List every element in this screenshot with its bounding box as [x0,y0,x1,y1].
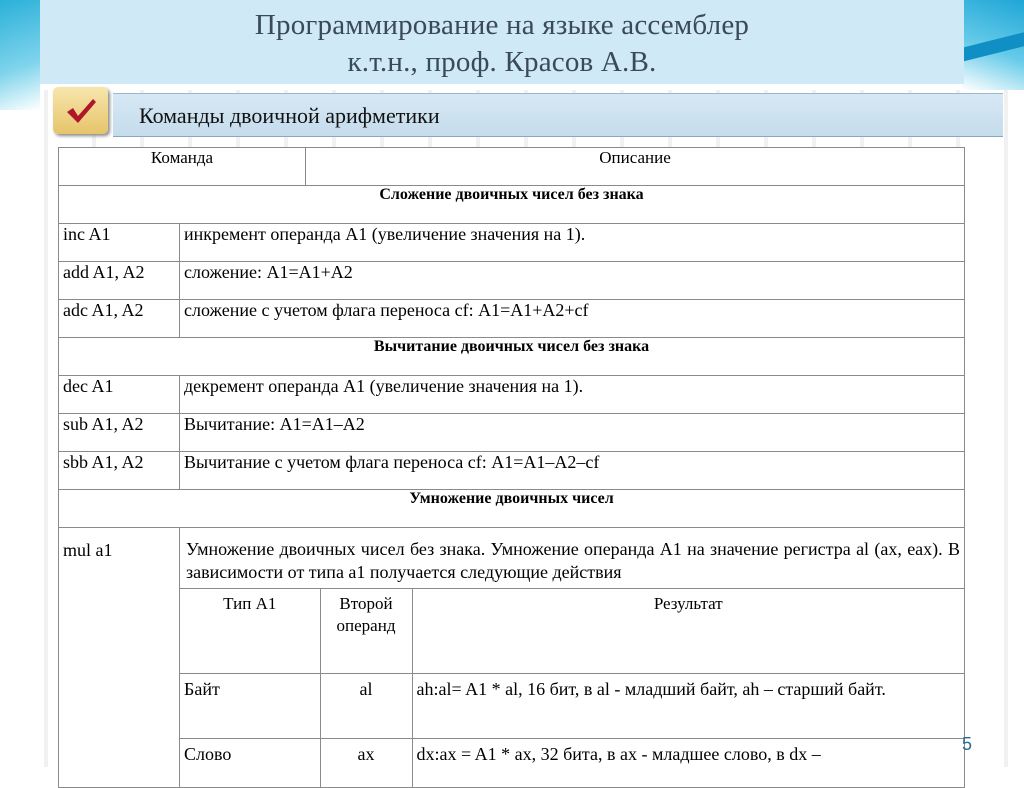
table-row [59,262,965,300]
table-row [59,224,965,262]
command-cell: mul a1 [59,528,180,788]
background-left-decoration [0,0,40,110]
mul-description-text: Умножение двоичных чисел без знака. Умножение операнда А1 на значение регистра al (ax, eax). В зависимости от типа а1 получается следующие действия [186,539,960,582]
mul-description-cell [180,528,965,788]
group-title-subtraction: Вычитание двоичных чисел без знака [59,338,965,376]
sub-table-row [180,674,964,739]
description-cell: Вычитание с учетом флага переноса cf: А1=А1–А2–cf [180,452,965,490]
command-cell: add A1, A2 [59,262,180,300]
group-header-row [59,490,965,528]
description-cell: декремент операнда А1 (увеличение значения на 1). [180,376,965,414]
sub-header-result: Результат [412,589,964,674]
type-cell: Байт [180,674,320,739]
description-cell: сложение: А1=А1+А2 [180,262,965,300]
command-cell: sbb A1, A2 [59,452,180,490]
operand-cell: ax [320,739,412,788]
sub-table-header-row [180,589,964,674]
checkmark-badge [53,87,108,134]
operand-cell: al [320,674,412,739]
column-header-command: Команда [59,148,306,186]
checkmark-icon [64,95,98,127]
column-header-description: Описание [306,148,965,186]
group-title-multiplication: Умножение двоичных чисел [59,490,965,528]
group-title-addition: Сложение двоичных чисел без знака [59,186,965,224]
slide-author: к.т.н., проф. Красов А.В. [347,46,657,78]
commands-table [58,147,965,788]
type-cell: Слово [180,739,320,788]
command-cell: dec A1 [59,376,180,414]
command-cell: sub A1, A2 [59,414,180,452]
description-cell: Вычитание: А1=А1–А2 [180,414,965,452]
sub-header-operand: Второй операнд [320,589,412,674]
command-cell: adc A1, A2 [59,300,180,338]
description-cell: инкремент операнда А1 (увеличение значения на 1). [180,224,965,262]
group-header-row [59,338,965,376]
sub-header-type: Тип А1 [180,589,320,674]
page-number: 5 [962,734,973,754]
table-row [59,300,965,338]
table-row [59,376,965,414]
result-cell: ah:al= A1 * al, 16 бит, в al - младший байт, ah – старший байт. [412,674,964,739]
group-header-row [59,186,965,224]
sub-table-row [180,739,964,788]
command-cell: inc A1 [59,224,180,262]
table-header-row [59,148,965,186]
section-title: Команды двоичной арифметики [139,103,440,128]
description-cell: сложение с учетом флага переноса cf: А1=А1+А2+cf [180,300,965,338]
table-row [59,414,965,452]
table-row [59,528,965,788]
result-cell: dx:ax = A1 * ax, 32 бита, в ax - младшее слово, в dx – [412,739,964,788]
slide-title: Программирование на языке ассемблер [254,9,750,41]
mul-result-table [180,588,964,787]
table-row [59,452,965,490]
